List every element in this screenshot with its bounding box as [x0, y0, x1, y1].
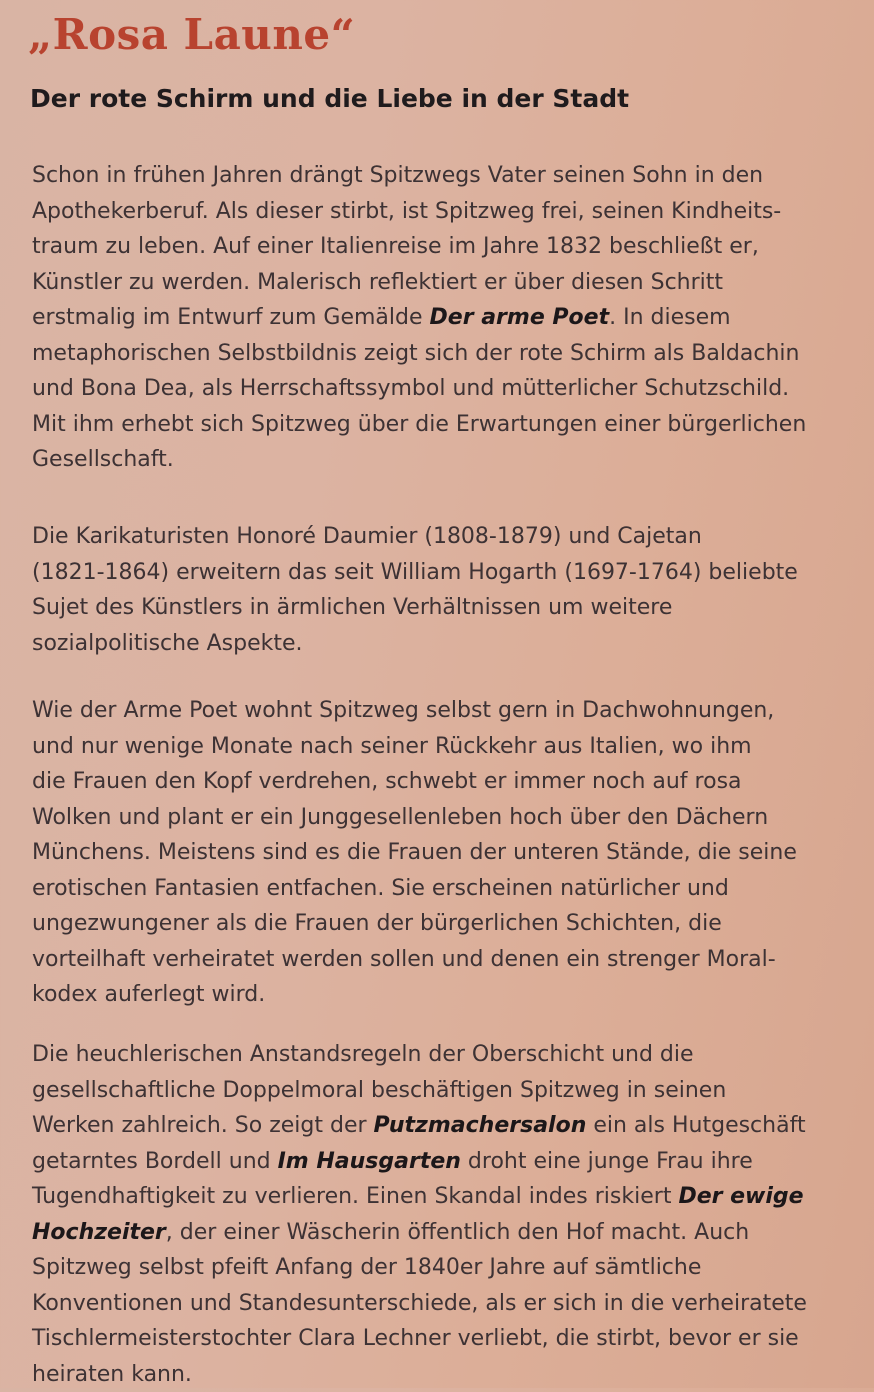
text-segment: Münchens. Meistens sind es die Frauen der unteren Stände, die seine: [32, 840, 797, 865]
text-line: [32, 555, 872, 591]
text-segment: Tischlermeisterstochter Clara Lechner verliebt, die stirbt, bevor er sie: [32, 1326, 799, 1351]
text-segment: Tugendhaftigkeit zu verlieren. Einen Skandal indes riskiert: [32, 1184, 678, 1209]
text-segment: Werken zahlreich. So zeigt der: [32, 1113, 374, 1138]
text-line: [32, 407, 872, 443]
text-segment: ein als Hutgeschäft: [586, 1113, 805, 1138]
artwork-title: Hochzeiter: [32, 1220, 166, 1245]
text-segment: Spitzweg selbst pfeift Anfang der 1840er Jahre auf sämtliche: [32, 1255, 701, 1280]
text-line: [32, 1073, 872, 1109]
text-segment: metaphorischen Selbstbildnis zeigt sich der rote Schirm als Baldachin: [32, 341, 799, 366]
text-segment: Wolken und plant er ein Junggesellenleben hoch über den Dächern: [32, 805, 768, 830]
text-segment: droht eine junge Frau ihre: [461, 1149, 753, 1174]
text-line: [32, 336, 872, 372]
text-line: [32, 229, 872, 265]
text-line: [32, 800, 872, 836]
text-line: [32, 519, 872, 555]
text-segment: Gesellschaft.: [32, 447, 174, 472]
text-line: [32, 835, 872, 871]
text-line: [32, 371, 872, 407]
text-segment: und Bona Dea, als Herrschaftssymbol und mütterlicher Schutzschild.: [32, 376, 789, 401]
text-segment: und nur wenige Monate nach seiner Rückkehr aus Italien, wo ihm: [32, 734, 752, 759]
paragraph-3: [32, 693, 872, 1013]
text-line: [32, 871, 872, 907]
text-line: [32, 626, 872, 662]
paragraph-2: [32, 519, 872, 661]
text-segment: Schon in frühen Jahren drängt Spitzwegs Vater seinen Sohn in den: [32, 163, 763, 188]
text-segment: Die heuchlerischen Anstandsregeln der Oberschicht und die: [32, 1042, 694, 1067]
text-line: [32, 1250, 872, 1286]
text-line: [32, 1144, 872, 1180]
text-segment: kodex auferlegt wird.: [32, 982, 265, 1007]
text-segment: getarntes Bordell und: [32, 1149, 278, 1174]
panel-title: „Rosa Laune“: [28, 10, 355, 59]
paragraph-4: [32, 1037, 872, 1392]
text-line: [32, 1215, 872, 1251]
text-segment: Sujet des Künstlers in ärmlichen Verhältnissen um weitere: [32, 595, 672, 620]
text-line: [32, 265, 872, 301]
text-segment: Die Karikaturisten Honoré Daumier (1808-1879) und Cajetan: [32, 524, 702, 549]
paragraph-1: [32, 158, 872, 478]
text-line: [32, 693, 872, 729]
text-segment: Mit ihm erhebt sich Spitzweg über die Erwartungen einer bürgerlichen: [32, 412, 806, 437]
text-segment: vorteilhaft verheiratet werden sollen und denen ein strenger Moral-: [32, 947, 776, 972]
text-line: [32, 977, 872, 1013]
text-segment: , der einer Wäscherin öffentlich den Hof macht. Auch: [166, 1220, 749, 1245]
text-line: [32, 942, 872, 978]
text-segment: Apothekerberuf. Als dieser stirbt, ist Spitzweg frei, seinen Kindheits-: [32, 199, 781, 224]
text-line: [32, 764, 872, 800]
artwork-title: Der arme Poet: [430, 305, 610, 330]
text-line: [32, 1179, 872, 1215]
panel-subtitle: Der rote Schirm und die Liebe in der Stadt: [30, 84, 629, 113]
text-line: [32, 590, 872, 626]
text-segment: Wie der Arme Poet wohnt Spitzweg selbst gern in Dachwohnungen,: [32, 698, 774, 723]
text-line: [32, 906, 872, 942]
text-segment: die Frauen den Kopf verdrehen, schwebt er immer noch auf rosa: [32, 769, 742, 794]
text-segment: traum zu leben. Auf einer Italienreise im Jahre 1832 beschließt er,: [32, 234, 759, 259]
text-line: [32, 194, 872, 230]
artwork-title: Im Hausgarten: [278, 1149, 461, 1174]
text-line: [32, 442, 872, 478]
text-line: [32, 1321, 872, 1357]
artwork-title: Putzmachersalon: [374, 1113, 587, 1138]
text-line: [32, 1108, 872, 1144]
text-segment: (1821-1864) erweitern das seit William Hogarth (1697-1764) beliebte: [32, 560, 798, 585]
text-segment: sozialpolitische Aspekte.: [32, 631, 303, 656]
artwork-title: Der ewige: [678, 1184, 803, 1209]
text-segment: Konventionen und Standesunterschiede, als er sich in die verheiratete: [32, 1291, 807, 1316]
text-segment: gesellschaftliche Doppelmoral beschäftigen Spitzweg in seinen: [32, 1078, 726, 1103]
text-line: [32, 1286, 872, 1322]
text-line: [32, 1037, 872, 1073]
text-segment: erstmalig im Entwurf zum Gemälde: [32, 305, 430, 330]
text-line: [32, 158, 872, 194]
text-segment: erotischen Fantasien entfachen. Sie erscheinen natürlicher und: [32, 876, 729, 901]
text-segment: heiraten kann.: [32, 1362, 192, 1387]
text-line: [32, 300, 872, 336]
text-segment: Künstler zu werden. Malerisch reflektiert er über diesen Schritt: [32, 270, 723, 295]
text-segment: ungezwungener als die Frauen der bürgerlichen Schichten, die: [32, 911, 722, 936]
text-segment: . In diesem: [609, 305, 730, 330]
text-line: [32, 1357, 872, 1392]
text-line: [32, 729, 872, 765]
